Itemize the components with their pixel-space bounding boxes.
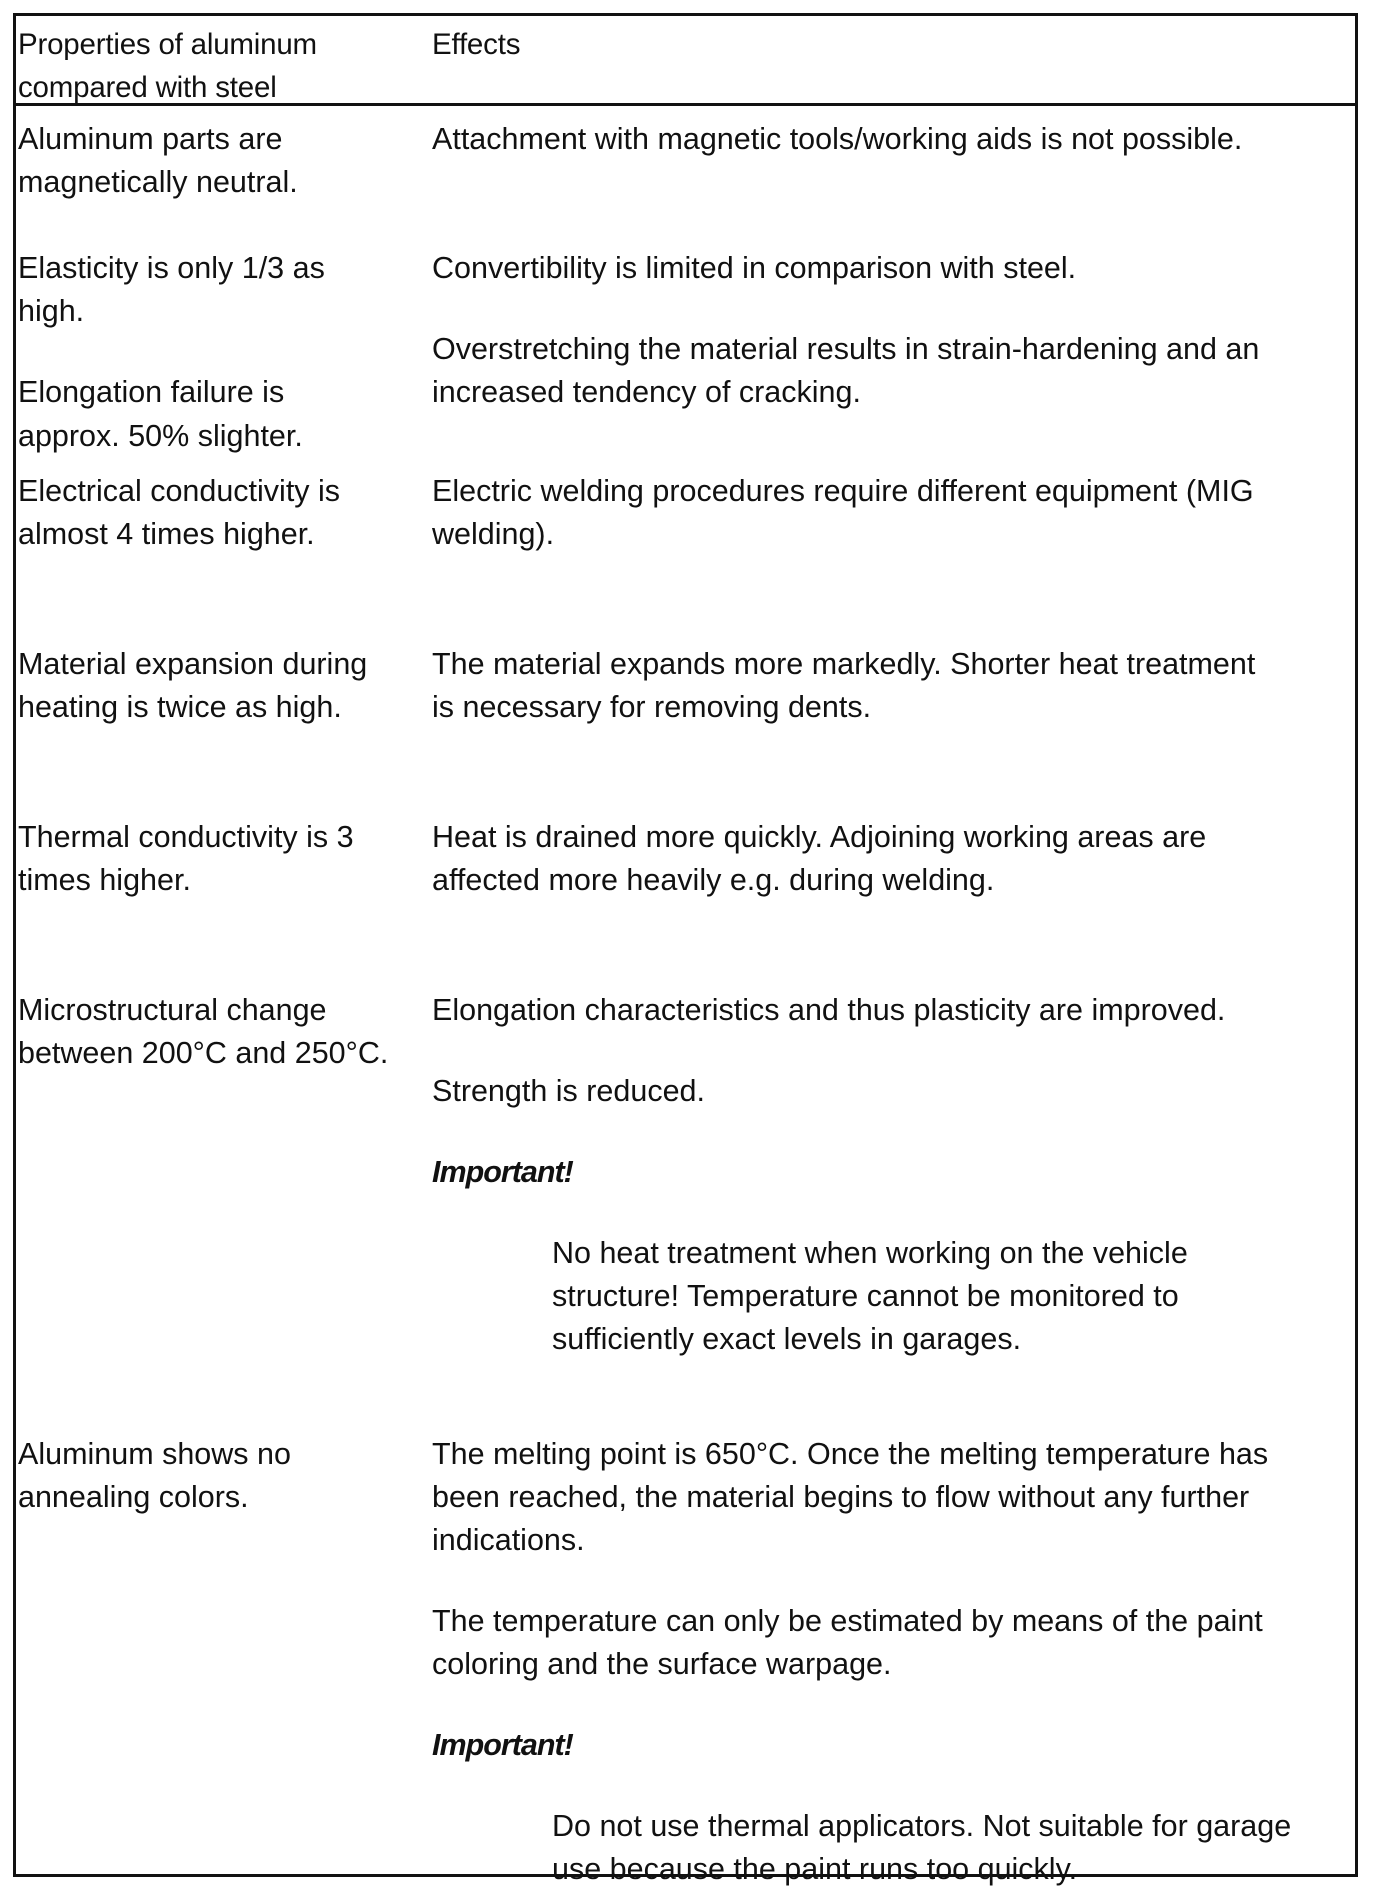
important-note: sufficiently exact levels in garages.: [552, 1322, 1022, 1356]
property-text: Material expansion during: [18, 647, 368, 681]
effect-text: been reached, the material begins to flow without any further: [432, 1480, 1250, 1514]
property-text: annealing colors.: [18, 1480, 249, 1514]
property-text: between 200°C and 250°C.: [18, 1036, 389, 1070]
effect-text: The melting point is 650°C. Once the melting temperature has: [432, 1437, 1269, 1471]
effect-text: Attachment with magnetic tools/working aids is not possible.: [432, 122, 1243, 156]
property-text: times higher.: [18, 863, 191, 897]
property-text: approx. 50% slighter.: [18, 419, 303, 453]
header-properties-line2: compared with steel: [18, 71, 277, 104]
important-note: Do not use thermal applicators. Not suitable for garage: [552, 1809, 1292, 1843]
header-effects: Effects: [432, 28, 521, 61]
important-note: use because the paint runs too quickly.: [552, 1852, 1078, 1886]
effect-text: Electric welding procedures require different equipment (MIG: [432, 474, 1254, 508]
effect-text: Elongation characteristics and thus plasticity are improved.: [432, 993, 1226, 1027]
property-text: Aluminum parts are: [18, 122, 283, 156]
effect-text: Strength is reduced.: [432, 1074, 705, 1108]
property-text: Electrical conductivity is: [18, 474, 341, 508]
property-text: Thermal conductivity is 3: [18, 820, 354, 854]
important-label: Important!: [432, 1155, 573, 1189]
effect-text: indications.: [432, 1523, 585, 1557]
effect-text: The temperature can only be estimated by means of the paint: [432, 1604, 1263, 1638]
property-text: almost 4 times higher.: [18, 517, 315, 551]
property-text: Elasticity is only 1/3 as: [18, 251, 325, 285]
important-note: structure! Temperature cannot be monitored to: [552, 1279, 1179, 1313]
effect-text: is necessary for removing dents.: [432, 690, 872, 724]
effect-text: Heat is drained more quickly. Adjoining working areas are: [432, 820, 1207, 854]
effect-text: increased tendency of cracking.: [432, 375, 861, 409]
header-properties: Properties of aluminum: [18, 28, 317, 61]
table-border: [13, 13, 1358, 1877]
property-text: Elongation failure is: [18, 375, 285, 409]
effect-text: coloring and the surface warpage.: [432, 1647, 892, 1681]
property-text: Microstructural change: [18, 993, 327, 1027]
property-text: Aluminum shows no: [18, 1437, 291, 1471]
effect-text: The material expands more markedly. Shorter heat treatment: [432, 647, 1256, 681]
effect-text: Convertibility is limited in comparison with steel.: [432, 251, 1077, 285]
important-label: Important!: [432, 1728, 573, 1762]
effect-text: Overstretching the material results in strain-hardening and an: [432, 332, 1260, 366]
property-text: high.: [18, 294, 85, 328]
effect-text: affected more heavily e.g. during welding.: [432, 863, 995, 897]
property-text: magnetically neutral.: [18, 165, 298, 199]
effect-text: welding).: [432, 517, 555, 551]
important-note: No heat treatment when working on the vehicle: [552, 1236, 1188, 1270]
property-text: heating is twice as high.: [18, 690, 342, 724]
